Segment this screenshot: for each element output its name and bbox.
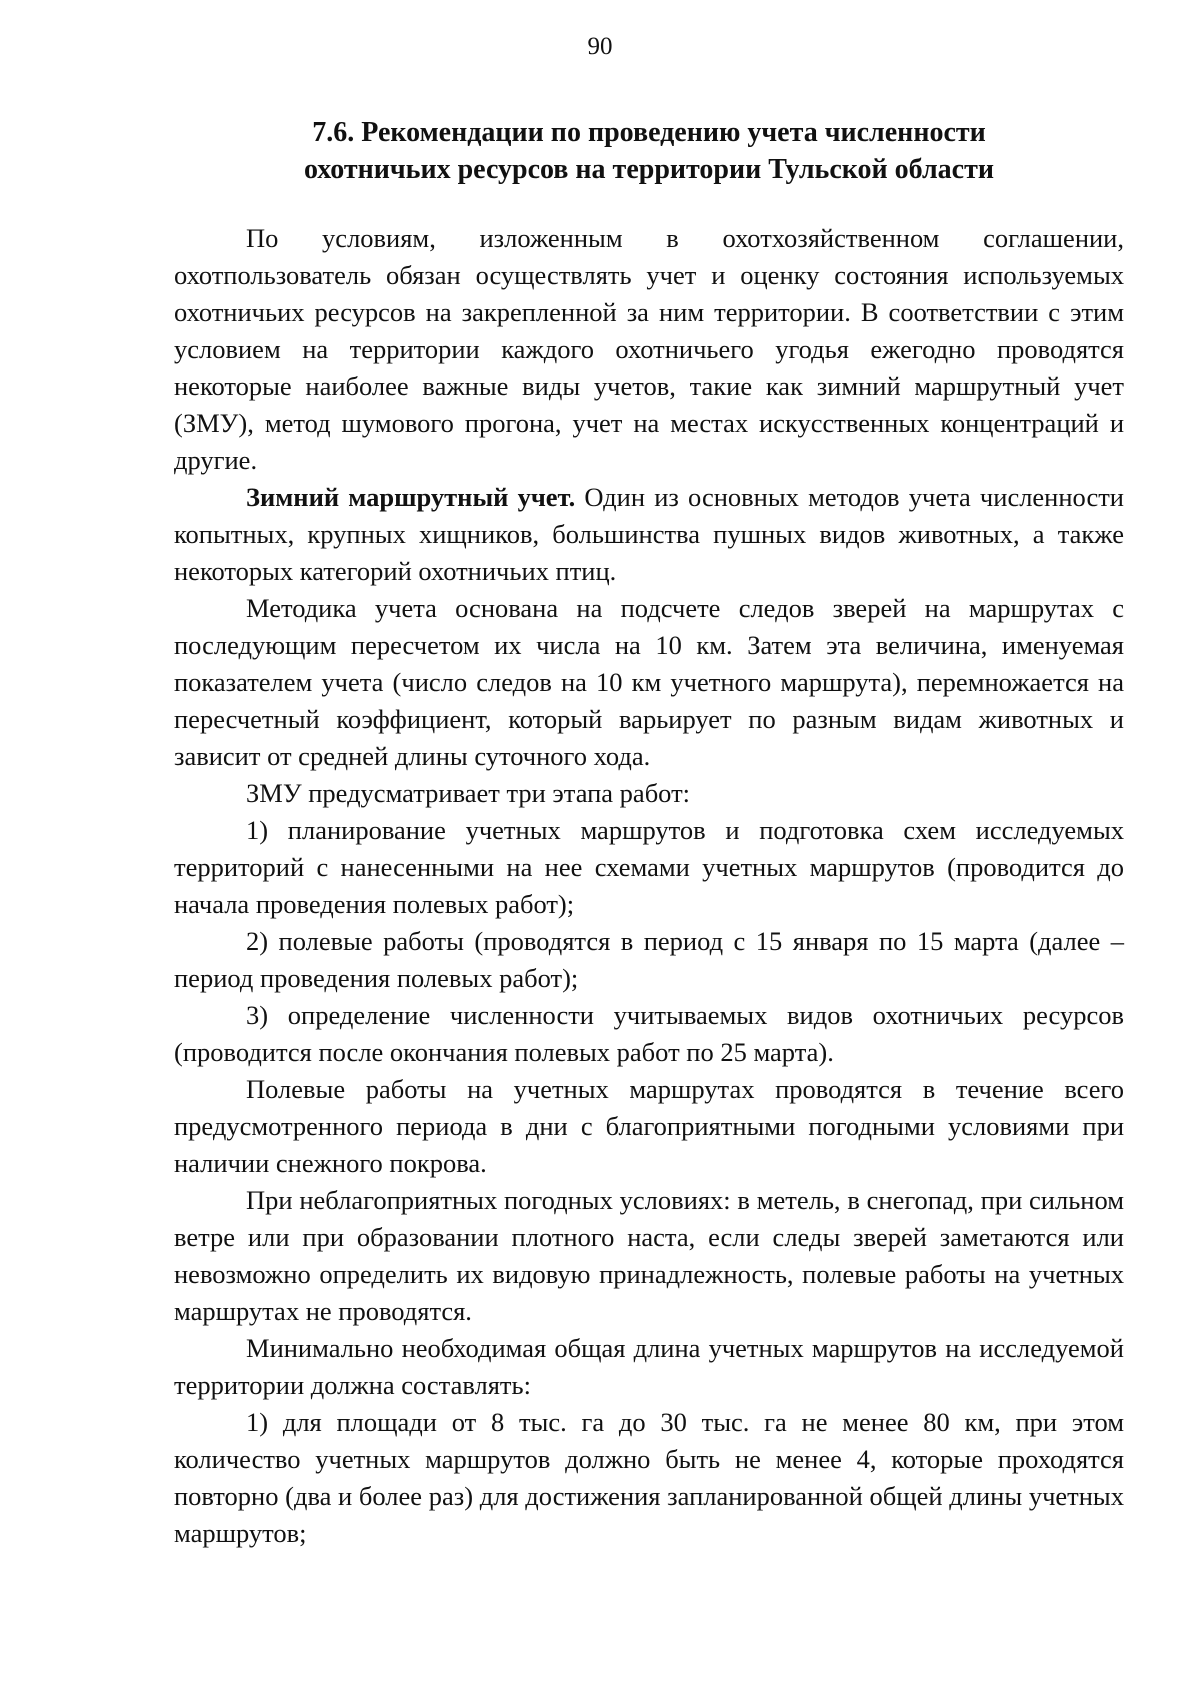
paragraph-6 — [174, 923, 1124, 997]
section-title — [174, 114, 1124, 188]
paragraph-text: Полевые работы на учетных маршрутах проводятся в течение всего предусмотренного периода в дни с благоприятными погодными условиями при наличии снежного покрова. — [174, 1074, 1124, 1178]
paragraph-lead-bold: Зимний маршрутный учет. — [246, 482, 576, 512]
paragraph-text: ЗМУ предусматривает три этапа работ: — [246, 778, 691, 808]
paragraph-8 — [174, 1071, 1124, 1182]
paragraph-text: При неблагоприятных погодных условиях: в метель, в снегопад, при сильном ветре или при образовании плотного наста, если следы зверей заметаются или невозможно определить их видовую принадлежность, полевые работы на учетных маршрутах не проводятся. — [174, 1185, 1124, 1326]
paragraph-4 — [174, 775, 1124, 812]
section-title-line-1: 7.6. Рекомендации по проведению учета численности — [312, 117, 986, 148]
paragraph-9 — [174, 1182, 1124, 1330]
body-text — [174, 220, 1124, 1552]
paragraph-3 — [174, 590, 1124, 775]
paragraph-5 — [174, 812, 1124, 923]
paragraph-text: 2) полевые работы (проводятся в период с 15 января по 15 марта (далее – период проведения полевых работ); — [174, 926, 1124, 993]
paragraph-7 — [174, 997, 1124, 1071]
paragraph-text: 1) планирование учетных маршрутов и подготовка схем исследуемых территорий с нанесенными на нее схемами учетных маршрутов (проводится до начала проведения полевых работ); — [174, 815, 1124, 919]
paragraph-1 — [174, 220, 1124, 479]
page-number: 90 — [587, 33, 613, 60]
paragraph-10 — [174, 1330, 1124, 1404]
paragraph-text: Методика учета основана на подсчете следов зверей на маршрутах с последующим пересчетом их числа на 10 км. Затем эта величина, именуемая показателем учета (число следов на 10 км учетного маршрута), перемножается на пересчетный коэффициент, который варьирует по разным видам животных и зависит от средней длины суточного хода. — [174, 593, 1124, 771]
paragraph-text: По условиям, изложенным в охотхозяйственном соглашении, охотпользователь обязан осуществлять учет и оценку состояния используемых охотничьих ресурсов на закрепленной за ним территории. В соответствии с этим условием на территории каждого охотничьего угодья ежегодно проводятся некоторые наиболее важные виды учетов, такие как зимний маршрутный учет (ЗМУ), метод шумового прогона, учет на местах искусственных концентраций и другие. — [174, 223, 1124, 475]
section-title-line-2: охотничьих ресурсов на территории Тульской области — [303, 154, 994, 185]
paragraph-text: 1) для площади от 8 тыс. га до 30 тыс. га не менее 80 км, при этом количество учетных маршрутов должно быть не менее 4, которые проходятся повторно (два и более раз) для достижения запланированной общей длины учетных маршрутов; — [174, 1407, 1124, 1548]
paragraph-text: Один из основных методов учета численности копытных, крупных хищников, большинства пушных видов животных, а также некоторых категорий охотничьих птиц. — [174, 482, 1124, 586]
paragraph-2 — [174, 479, 1124, 590]
paragraph-text: Минимально необходимая общая длина учетных маршрутов на исследуемой территории должна составлять: — [174, 1333, 1124, 1400]
paragraph-text: 3) определение численности учитываемых видов охотничьих ресурсов (проводится после окончания полевых работ по 25 марта). — [174, 1000, 1124, 1067]
paragraph-11 — [174, 1404, 1124, 1552]
